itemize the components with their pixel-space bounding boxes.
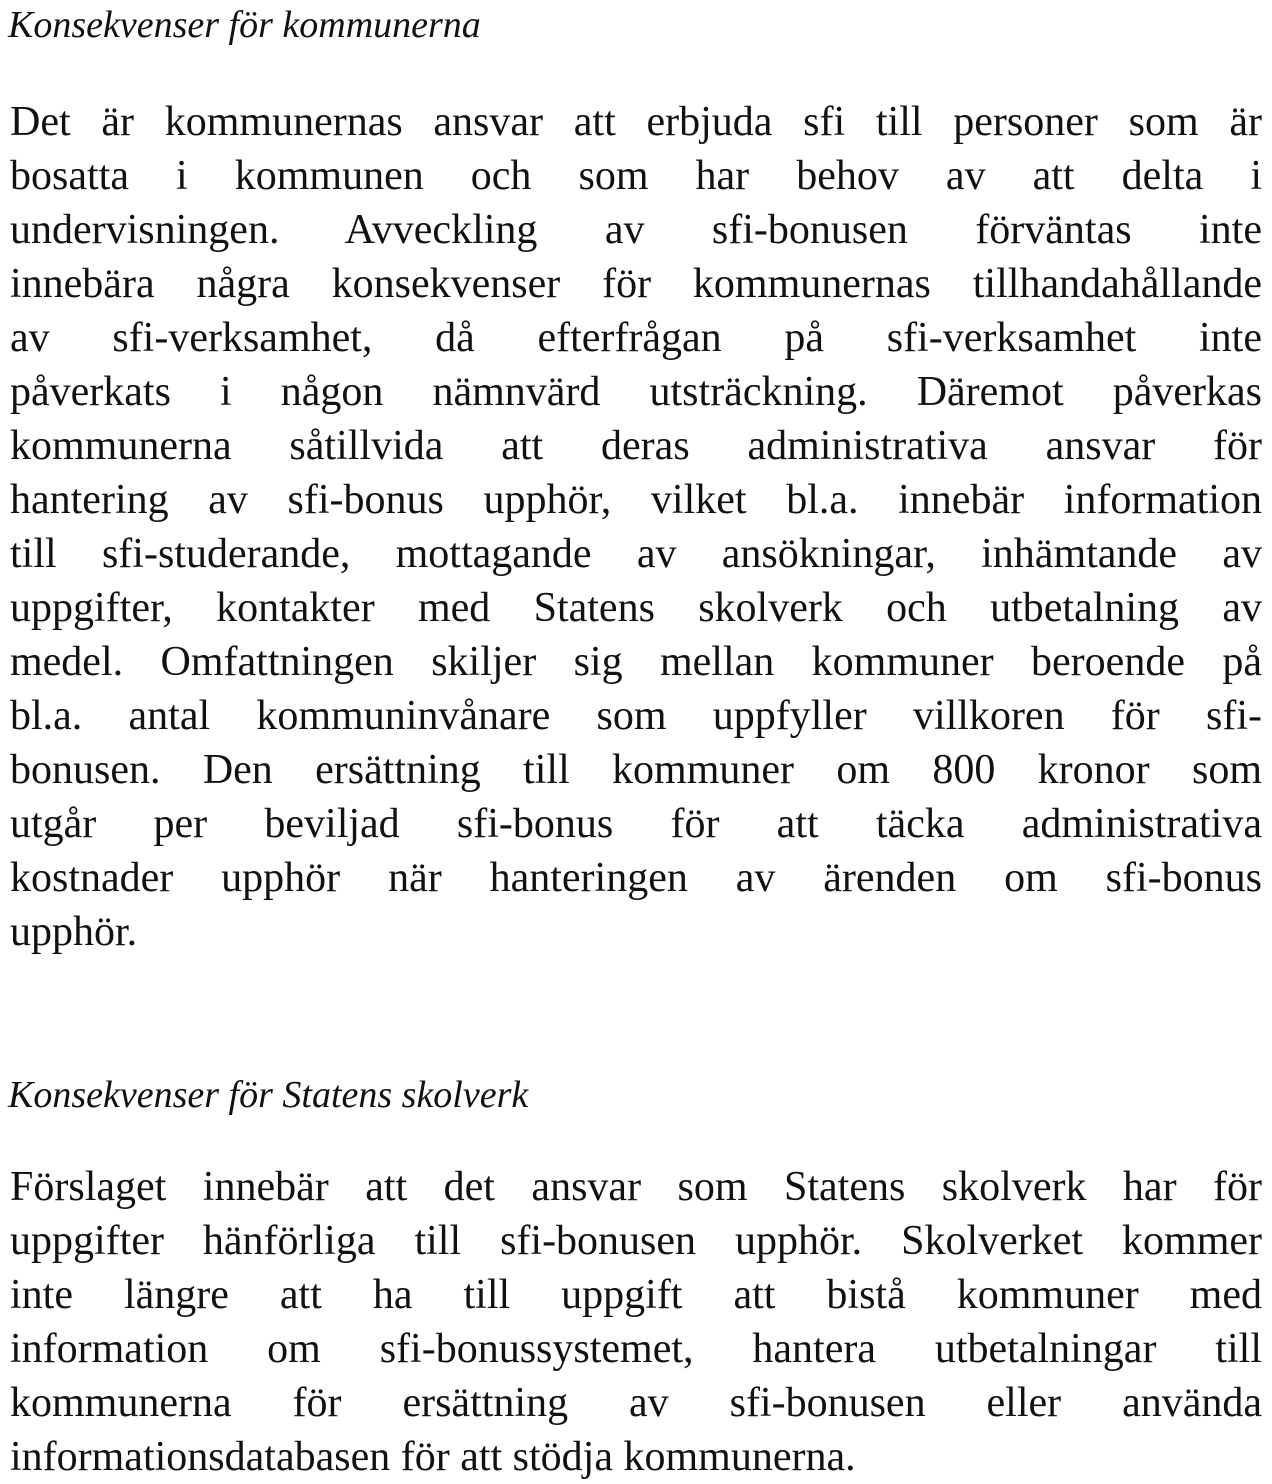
paragraph-line: innebära några konsekvenser för kommunernas tillhandahållande — [10, 261, 1262, 307]
paragraph-line: informationsdatabasen för att stödja kommunerna. — [10, 1434, 856, 1480]
paragraph-line: kommunerna för ersättning av sfi-bonusen eller använda — [10, 1380, 1262, 1426]
paragraph-line: uppgifter hänförliga till sfi-bonusen upphör. Skolverket kommer — [10, 1218, 1262, 1264]
paragraph-line: utgår per beviljad sfi-bonus för att täcka administrativa — [10, 801, 1262, 847]
paragraph-line: av sfi-verksamhet, då efterfrågan på sfi-verksamhet inte — [10, 315, 1262, 361]
section-heading-kommuner: Konsekvenser för kommunerna — [8, 4, 481, 46]
paragraph-line: hantering av sfi-bonus upphör, vilket bl.a. innebär information — [10, 477, 1262, 523]
paragraph-line: kommunerna såtillvida att deras administrativa ansvar för — [10, 423, 1262, 469]
paragraph-line: upphör. — [10, 909, 138, 955]
paragraph-skolverk — [10, 1160, 1262, 1484]
paragraph-line: Förslaget innebär att det ansvar som Statens skolverk har för — [10, 1164, 1262, 1210]
paragraph-line: uppgifter, kontakter med Statens skolverk och utbetalning av — [10, 585, 1262, 631]
paragraph-line: bosatta i kommunen och som har behov av att delta i — [10, 153, 1262, 199]
paragraph-line: bonusen. Den ersättning till kommuner om 800 kronor som — [10, 747, 1262, 793]
paragraph-line: bl.a. antal kommuninvånare som uppfyller villkoren för sfi- — [10, 693, 1262, 739]
paragraph-line: påverkats i någon nämnvärd utsträckning. Däremot påverkas — [10, 369, 1262, 415]
paragraph-kommuner — [10, 95, 1262, 959]
paragraph-line: information om sfi-bonussystemet, hantera utbetalningar till — [10, 1326, 1262, 1372]
paragraph-line: medel. Omfattningen skiljer sig mellan kommuner beroende på — [10, 639, 1262, 685]
paragraph-line: till sfi-studerande, mottagande av ansökningar, inhämtande av — [10, 531, 1262, 577]
paragraph-line: inte längre att ha till uppgift att bistå kommuner med — [10, 1272, 1262, 1318]
paragraph-line: Det är kommunernas ansvar att erbjuda sfi till personer som är — [10, 99, 1262, 145]
paragraph-line: kostnader upphör när hanteringen av ärenden om sfi-bonus — [10, 855, 1262, 901]
section-heading-skolverk: Konsekvenser för Statens skolverk — [8, 1074, 529, 1116]
paragraph-line: undervisningen. Avveckling av sfi-bonusen förväntas inte — [10, 207, 1262, 253]
